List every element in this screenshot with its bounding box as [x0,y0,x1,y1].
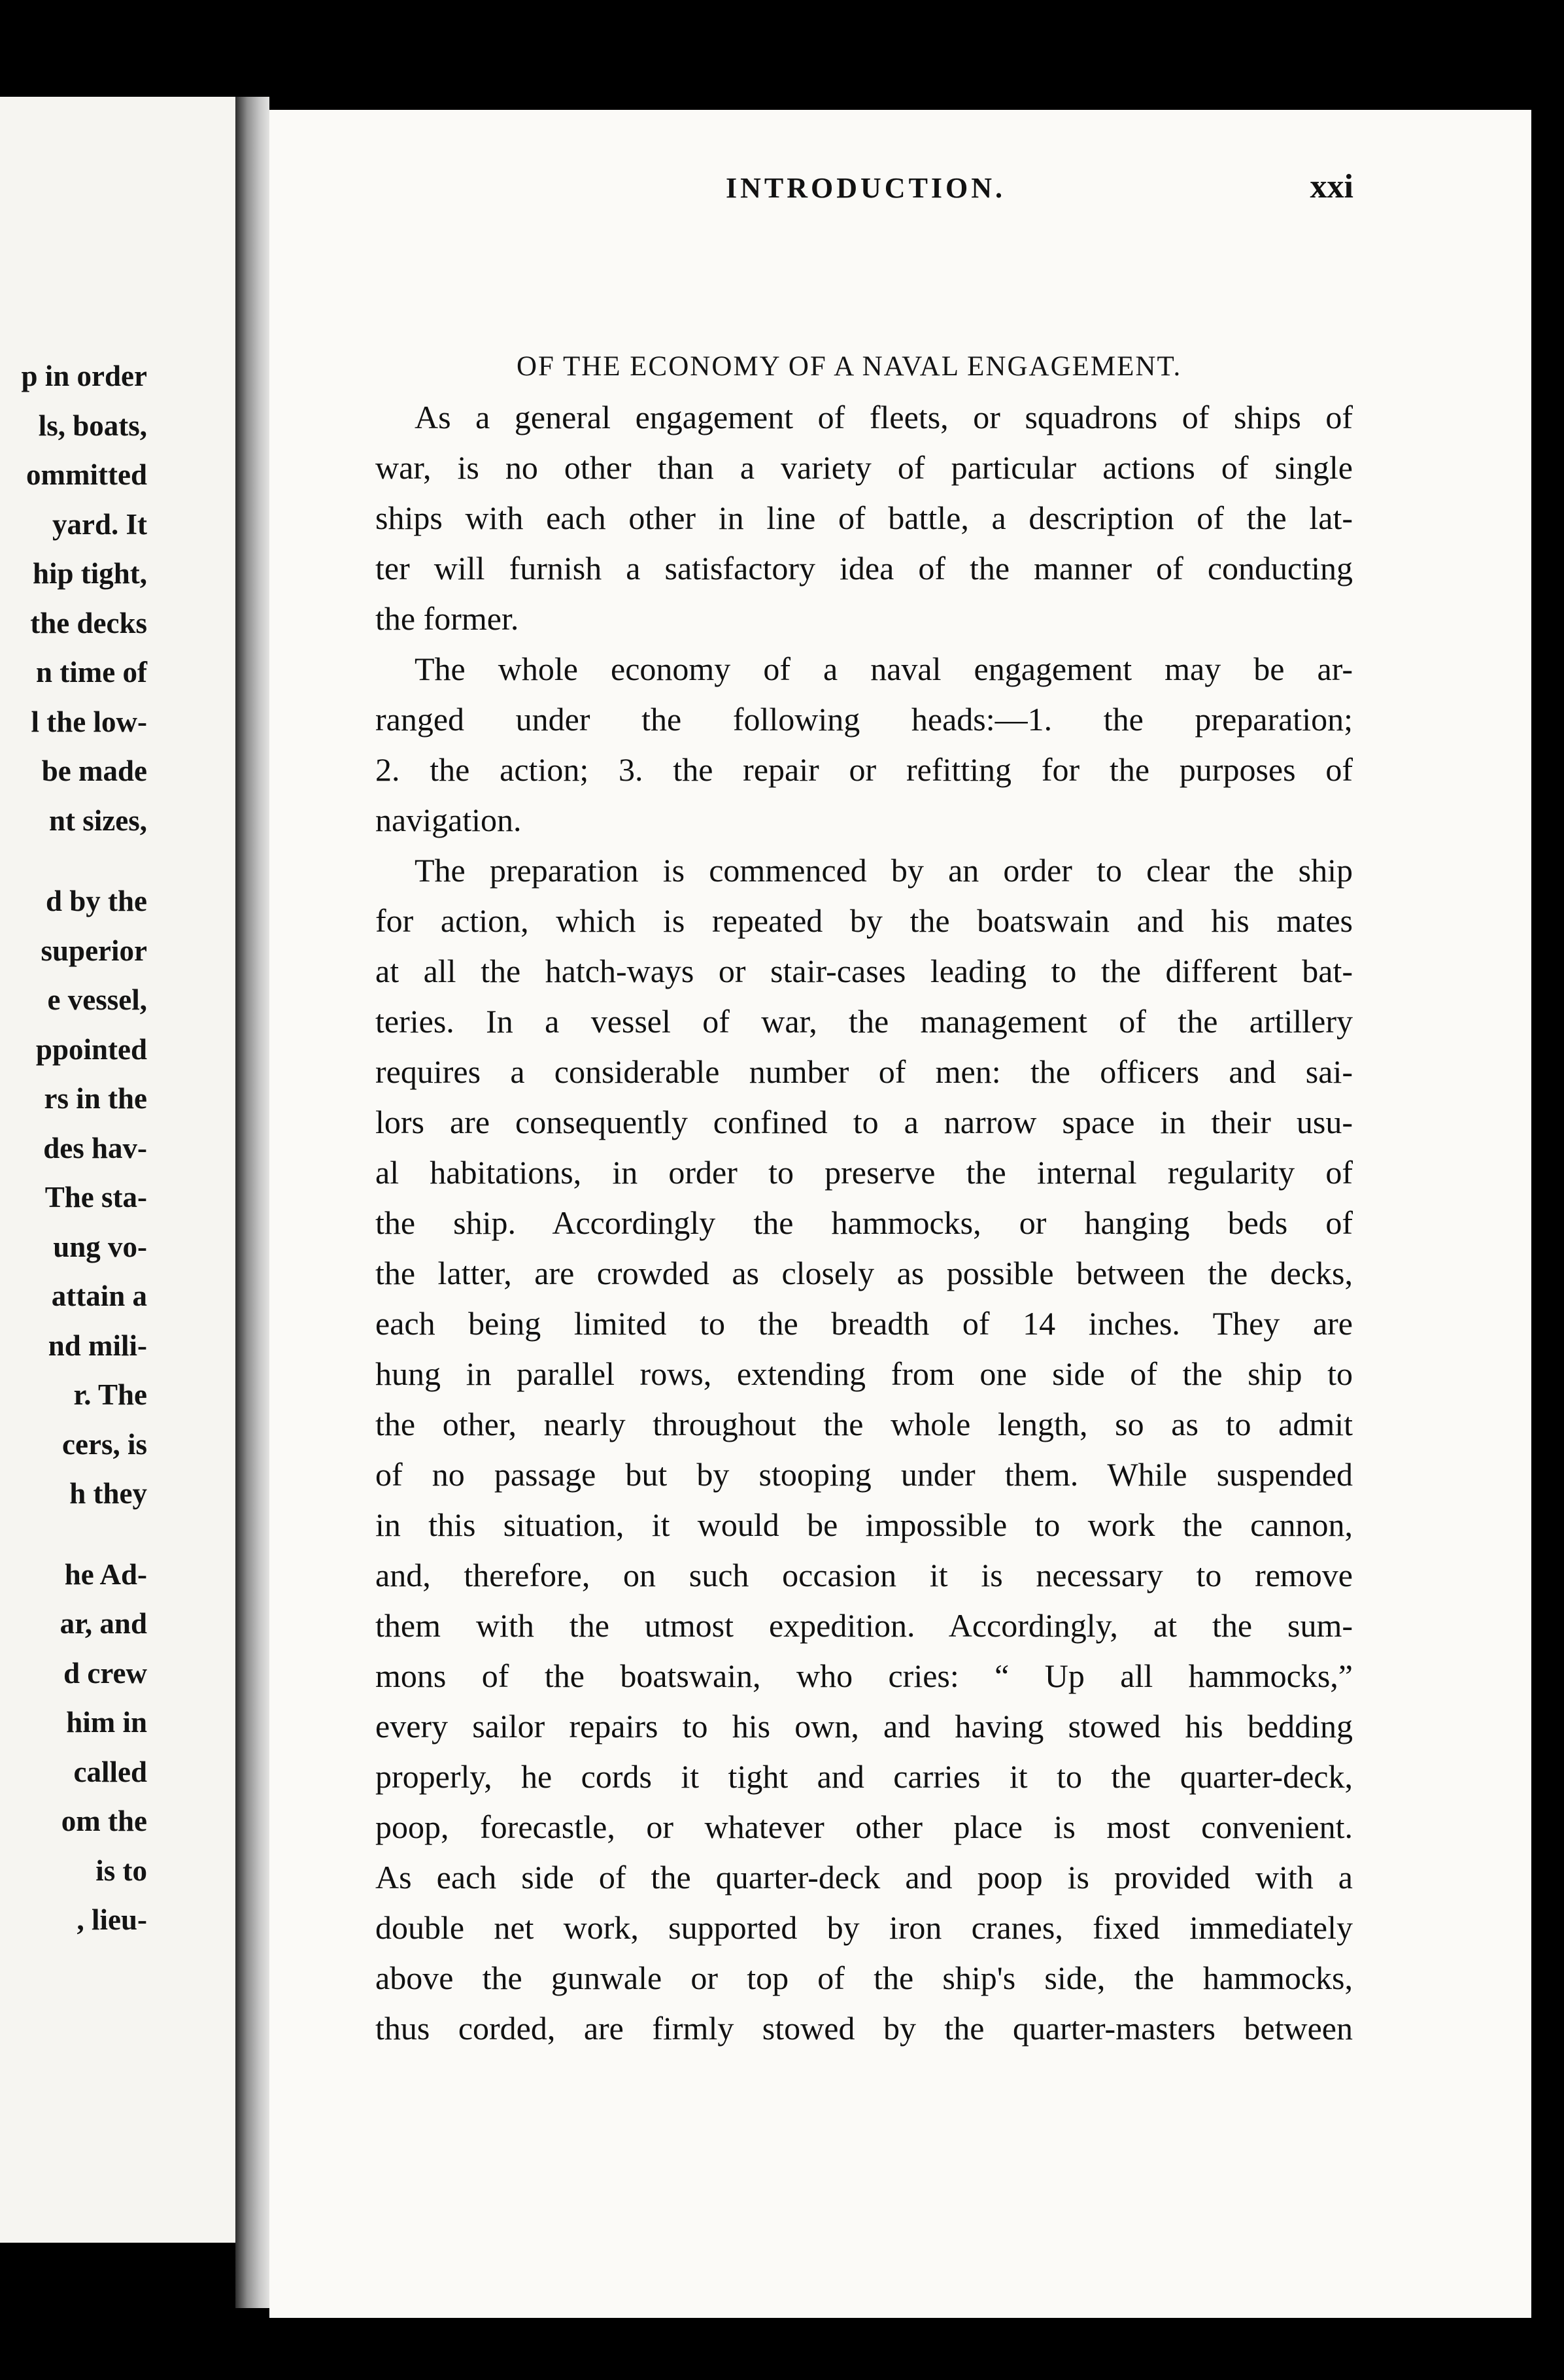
left-page-line: ung vo- [53,1230,147,1263]
left-page-line: p in order [21,360,147,392]
left-page-line: is to [95,1854,147,1887]
text-line: 2. the action; 3. the repair or refitting for the purposes of [375,751,1353,788]
text-line: each being limited to the breadth of 14 inches. They are [375,1305,1353,1342]
left-page-line: des hav- [43,1131,147,1164]
text-line: double net work, supported by iron cranes, fixed immediately [375,1909,1353,1946]
text-line: above the gunwale or top of the ship's side, the hammocks, [375,1960,1353,1996]
running-head: INTRODUCTION. [726,172,1006,204]
text-line: war, is no other than a variety of particular actions of single [375,449,1353,486]
text-line: ranged under the following heads:—1. the preparation; [375,701,1353,738]
page-header [458,168,1353,211]
left-page-line: e vessel, [47,983,147,1016]
text-line: lors are consequently confined to a narrow space in their usu- [375,1104,1353,1140]
section-title: OF THE ECONOMY OF A NAVAL ENGAGEMENT. [517,351,1182,382]
left-page [0,97,235,2243]
text-line: of no passage but by stooping under them. While suspended [375,1456,1353,1493]
text-line: and, therefore, on such occasion it is necessary to remove [375,1557,1353,1593]
left-page-line: nd mili- [48,1329,147,1362]
book-gutter [235,97,269,2308]
text-line: them with the utmost expedition. Accordingly, at the sum- [375,1607,1353,1644]
left-page-line: attain a [51,1280,147,1312]
left-page-line: him in [66,1706,147,1739]
text-line: the former. [375,600,519,637]
text-line: The whole economy of a naval engagement may be ar- [415,651,1353,687]
paragraph [375,644,1353,845]
text-line: for action, which is repeated by the boatswain and his mates [375,902,1353,939]
text-line: ships with each other in line of battle, a description of the lat- [375,500,1353,536]
left-page-line: ls, boats, [38,409,147,442]
left-page-line: n time of [36,656,147,688]
left-page-line: d crew [63,1656,147,1690]
page-number: xxi [1310,168,1353,205]
text-line: navigation. [375,802,522,838]
body-text [375,392,1353,2054]
left-page-line: d by the [45,885,147,917]
left-page-line: nt sizes, [49,804,147,837]
text-line: the ship. Accordingly the hammocks, or hanging beds of [375,1204,1353,1241]
text-line: poop, forecastle, or whatever other place is most convenient. [375,1809,1353,1845]
left-page-line: the decks [30,606,147,639]
left-page-line: yard. It [52,507,147,541]
text-line: teries. In a vessel of war, the management of the artillery [375,1003,1353,1040]
text-line: hung in parallel rows, extending from one side of the ship to [375,1355,1353,1392]
left-page-line: ar, and [60,1607,147,1640]
text-line: the latter, are crowded as closely as possible between the decks, [375,1255,1353,1291]
left-page-line: he Ad- [64,1557,147,1591]
left-page-line: l the low- [31,705,147,738]
left-page-text [0,352,147,1945]
left-page-line: The sta- [44,1181,147,1214]
left-page-line: ppointed [35,1032,147,1066]
left-page-line: hip tight, [32,557,147,590]
text-line: every sailor repairs to his own, and having stowed his bedding [375,1708,1353,1744]
left-page-line: ommitted [26,458,147,491]
left-page-line: r. The [73,1378,147,1411]
text-line: The preparation is commenced by an order to clear the ship [415,852,1353,889]
left-page-line: h they [69,1477,147,1510]
left-page-line: rs in the [44,1082,147,1115]
text-line: thus corded, are firmly stowed by the quarter-masters between [375,2010,1353,2047]
left-page-line: be made [41,755,147,787]
paragraph [375,845,1353,2054]
text-line: ter will furnish a satisfactory idea of the manner of conducting [375,550,1353,586]
left-page-line: called [73,1755,147,1788]
text-line: As each side of the quarter-deck and poop is provided with a [375,1859,1353,1896]
left-page-line: , lieu- [76,1903,147,1936]
text-line: in this situation, it would be impossible to work the cannon, [375,1506,1353,1543]
left-page-line: om the [61,1805,147,1837]
left-page-line: cers, is [62,1427,147,1461]
text-line: al habitations, in order to preserve the internal regularity of [375,1154,1353,1191]
text-line: requires a considerable number of men: the officers and sai- [375,1053,1353,1090]
text-line: As a general engagement of fleets, or squadrons of ships of [415,399,1353,435]
text-line: properly, he cords it tight and carries it to the quarter-deck, [375,1758,1353,1795]
left-page-line: superior [41,934,147,967]
text-line: the other, nearly throughout the whole length, so as to admit [375,1406,1353,1442]
paragraph [375,392,1353,644]
text-line: mons of the boatswain, who cries: “ Up all hammocks,” [375,1658,1353,1694]
text-line: at all the hatch-ways or stair-cases leading to the different bat- [375,953,1353,989]
